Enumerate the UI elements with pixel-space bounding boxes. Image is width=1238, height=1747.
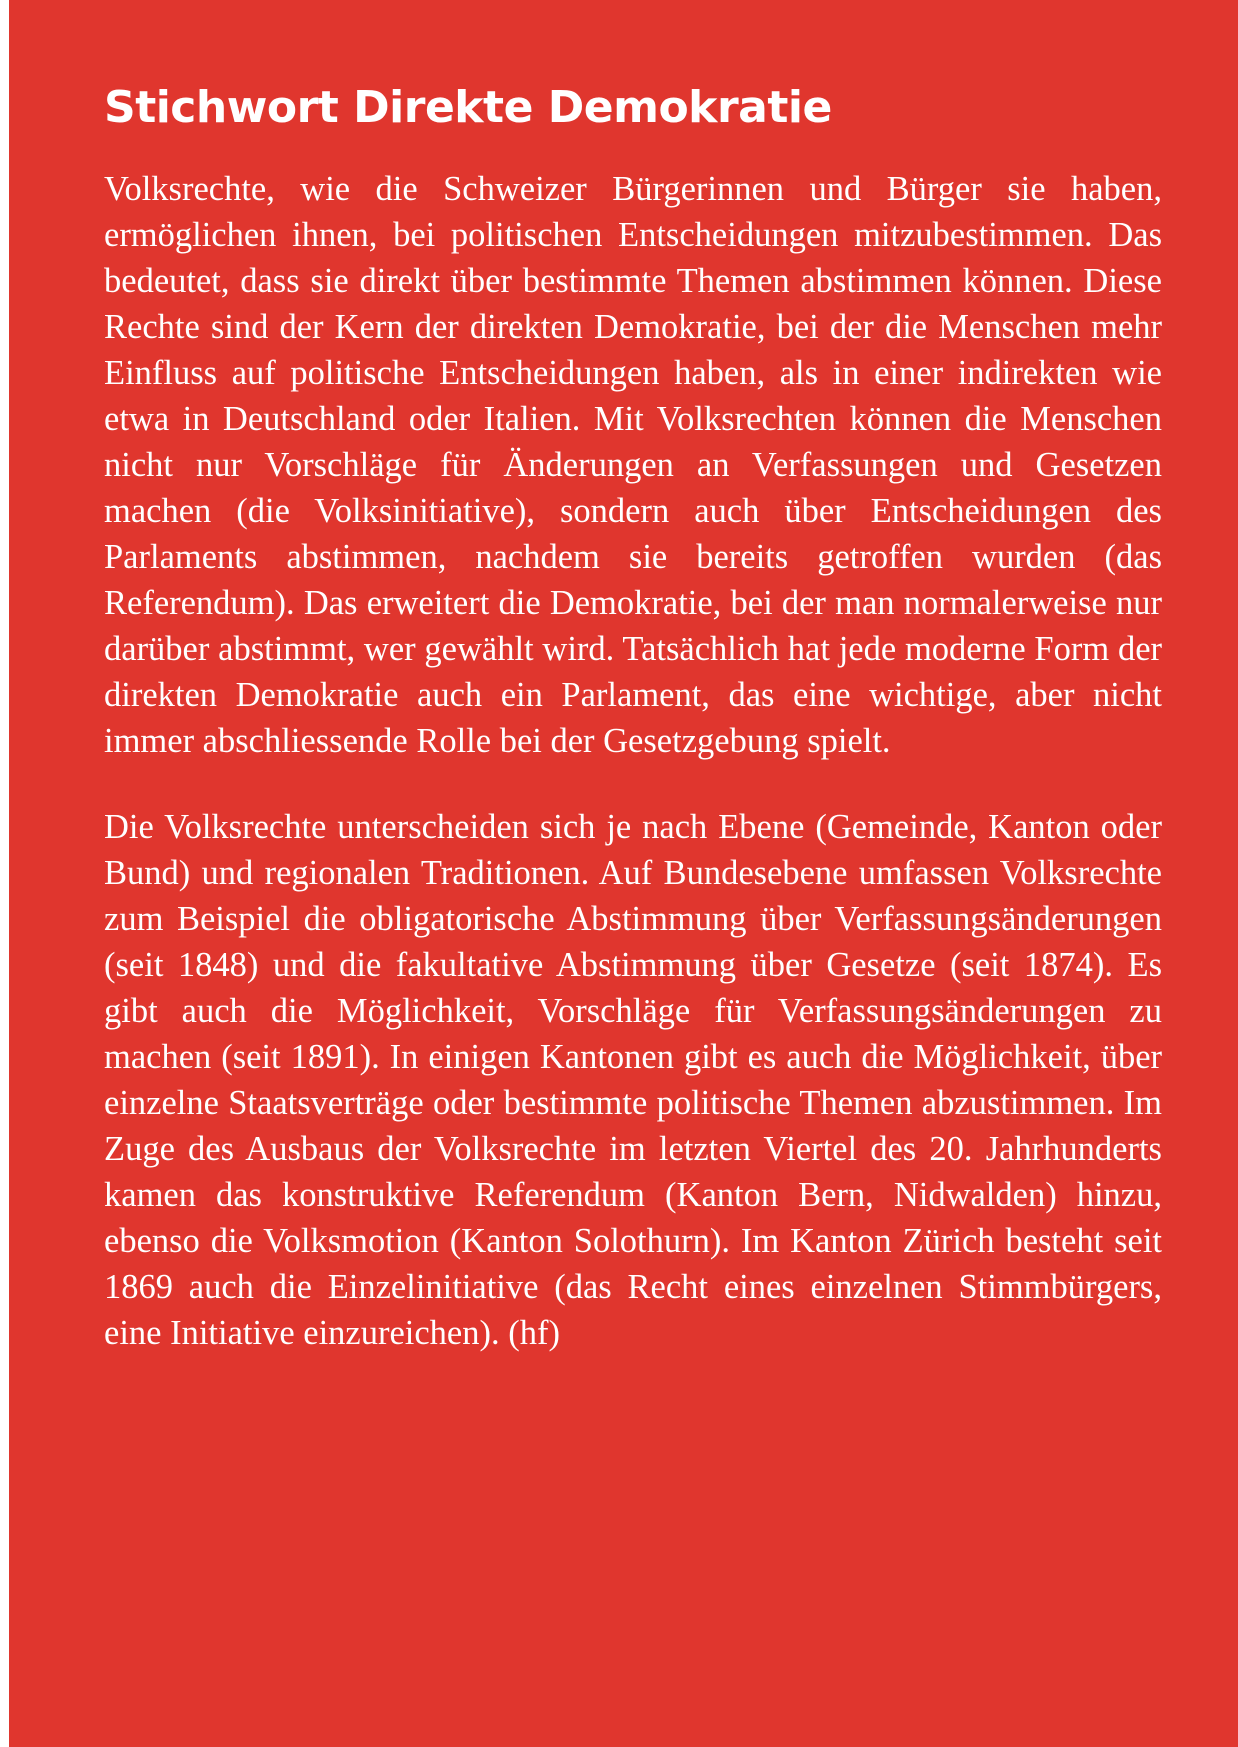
paragraph-intro: Volksrechte, wie die Schweizer Bürgerinnen und Bürger sie haben, ermöglichen ihnen, bei politischen Entscheidungen mitzubestimmen. Das bedeutet, dass sie direkt über bestimmte Themen abstimmen können. Diese Rechte sind der Kern der direkten Demokratie, bei der die Menschen mehr Einfluss auf politische Entscheidungen haben, als in einer indirekten wie etwa in Deutschland oder Italien. Mit Volksrechten können die Menschen nicht nur Vorschläge für Änderungen an Verfassungen und Gesetzen machen (die Volksinitiative), sondern auch über Entscheidungen des Parlaments abstimmen, nachdem sie bereits getroffen wurden (das Referendum). Das erweitert die Demokratie, bei der man normalerweise nur darüber abstimmt, wer gewählt wird. Tatsächlich hat jede moderne Form der direkten Demokratie auch ein Parlament, das eine wichtige, aber nicht immer abschliessende Rolle bei der Gesetzgebung spielt. (104, 170, 1162, 760)
content (104, 80, 1162, 1356)
paragraph-details: Die Volksrechte unterscheiden sich je nach Ebene (Gemeinde, Kanton oder Bund) und regionalen Traditionen. Auf Bundesebene umfassen Volksrechte zum Beispiel die obligatorische Abstimmung über Verfassungsänderungen (seit 1848) und die fakultative Abstimmung über Gesetze (seit 1874). Es gibt auch die Möglichkeit, Vorschläge für Verfassungsänderungen zu machen (seit 1891). In einigen Kantonen gibt es auch die Möglichkeit, über einzelne Staatsverträge oder bestimmte politische Themen abzustimmen. Im Zuge des Ausbaus der Volksrechte im letzten Viertel des 20. Jahrhunderts kamen das konstruktive Referendum (Kanton Bern, Nidwalden) hinzu, ebenso die Volksmotion (Kanton Solothurn). Im Kanton Zürich besteht seit 1869 auch die Einzelinitiative (das Recht eines einzelnen Stimmbürgers, eine Initiative einzureichen). (hf) (104, 808, 1162, 1352)
page-title: Stichwort Direkte Demokratie (104, 82, 832, 133)
page (9, 0, 1238, 1747)
